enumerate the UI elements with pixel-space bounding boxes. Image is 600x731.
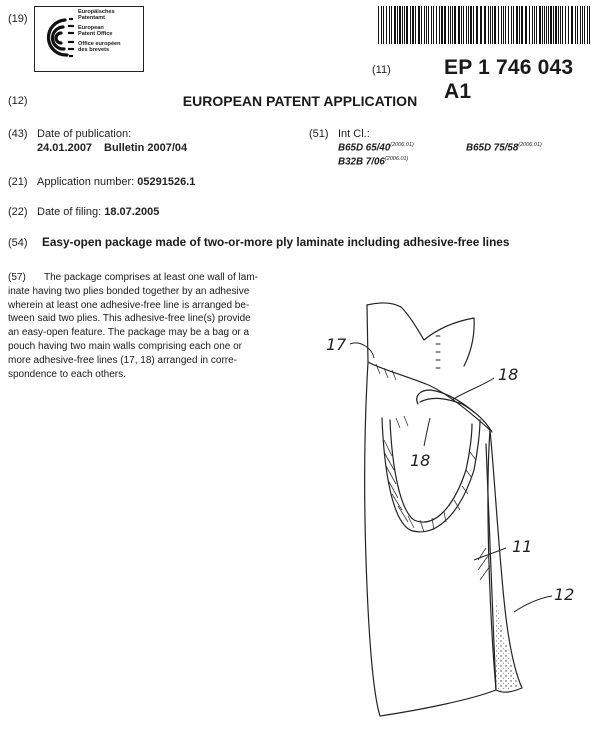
front-wall-outline <box>365 362 496 716</box>
barcode-bar <box>412 6 414 44</box>
barcode-bar <box>421 6 422 44</box>
barcode-bar <box>454 6 456 44</box>
barcode-bar <box>548 6 549 44</box>
abstract-line: pouch having two main walls comprising each one or <box>8 340 243 352</box>
barcode-bar <box>529 6 530 44</box>
office-name-de-1: Europäisches <box>78 9 115 15</box>
abstract-line <box>8 271 286 285</box>
office-name-en-1: European <box>78 24 104 31</box>
barcode-bar <box>452 6 453 44</box>
barcode-bar <box>386 6 387 44</box>
ipc-class-2 <box>466 142 542 153</box>
barcode-bar <box>480 6 482 44</box>
barcode-bar <box>415 6 416 44</box>
barcode-bar <box>394 6 396 44</box>
document-type-title: EUROPEAN PATENT APPLICATION <box>182 93 418 109</box>
barcode-bar <box>582 6 583 44</box>
barcode-bar <box>580 6 581 44</box>
ref-label-12: 12 <box>554 585 575 604</box>
ref-label-18-top: 18 <box>498 365 519 384</box>
abstract-line: tween said two plies. This adhesive-free line(s) provide <box>8 313 251 325</box>
barcode-bar <box>521 6 523 44</box>
office-name-fr-2: des brevets <box>78 47 110 54</box>
barcode-bar <box>389 6 390 44</box>
barcode-bar <box>587 6 588 44</box>
office-name-block <box>78 9 142 53</box>
side-gusset <box>490 430 522 692</box>
field-22-code: (22) <box>8 206 28 218</box>
ipc-code: B65D 75/58 <box>466 142 519 154</box>
invention-title: Easy-open package made of two-or-more ply laminate including adhesive-free lines <box>42 235 510 249</box>
abstract-line: an easy-open feature. The package may be a bag or a <box>8 327 250 339</box>
barcode-bar <box>378 6 379 44</box>
barcode-bar <box>431 6 432 44</box>
application-number-row <box>37 176 195 188</box>
barcode-bar <box>461 6 462 44</box>
field-57-code: (57) <box>8 272 26 283</box>
barcode-bar <box>402 6 403 44</box>
filing-date-row <box>37 206 159 218</box>
barcode-bar <box>516 6 518 44</box>
office-name-de-2: Patentamt <box>78 15 106 22</box>
abstract-line: wherein at least one adhesive-free line is arranged be- <box>8 299 250 311</box>
barcode-bar <box>426 6 427 44</box>
barcode-bar <box>439 6 440 44</box>
barcode-bar <box>546 6 547 44</box>
barcode-bar <box>498 6 499 44</box>
barcode-bar <box>470 6 472 44</box>
barcode-bar <box>468 6 469 44</box>
barcode-bar <box>575 6 576 44</box>
barcode-bar <box>448 6 449 44</box>
filing-date-label: Date of filing: <box>37 206 102 218</box>
barcode-bar <box>406 6 408 44</box>
barcode-bar <box>463 6 464 44</box>
barcode-bar <box>458 6 460 44</box>
abstract <box>8 271 286 381</box>
barcode-bar <box>484 6 486 44</box>
barcode-bar <box>513 6 514 44</box>
barcode-bar <box>571 6 573 44</box>
abstract-line: more adhesive-free lines (17, 18) arranged in corre- <box>8 354 237 366</box>
hatching <box>376 364 490 580</box>
barcode-bar <box>473 6 474 44</box>
ipc-version: (2006.01) <box>390 142 414 148</box>
application-number-value: 05291526.1 <box>137 176 196 188</box>
barcode-bar <box>381 6 382 44</box>
ref-label-17: 17 <box>326 335 347 354</box>
barcode-bar <box>436 6 437 44</box>
abstract-line: spondence to each others. <box>8 368 126 380</box>
barcode-bar <box>488 6 489 44</box>
ref-label-11: 11 <box>512 537 533 556</box>
barcode-bar <box>577 6 578 44</box>
int-cl-label: Int Cl.: <box>338 128 370 140</box>
barcode-bar <box>525 6 527 44</box>
barcode-bar <box>424 6 425 44</box>
barcode-bar <box>501 6 502 44</box>
barcode-bar <box>536 6 537 44</box>
barcode-bar <box>466 6 467 44</box>
field-11-code: (11) <box>372 64 391 76</box>
filing-date-value: 18.07.2005 <box>104 206 160 218</box>
barcode-bar <box>490 6 491 44</box>
barcode-bar <box>560 6 561 44</box>
adhesive-free-line-18-inner <box>390 420 472 522</box>
dotted-ply-area <box>496 600 518 691</box>
barcode-bar <box>505 6 506 44</box>
barcode-bar <box>544 6 545 44</box>
barcode-bar <box>508 6 509 44</box>
back-wall-outline <box>367 303 474 366</box>
barcode-bar <box>383 6 384 44</box>
barcode-bar <box>532 6 533 44</box>
office-name-en-2: Patent Office <box>78 31 113 38</box>
barcode-bar <box>404 6 405 44</box>
ipc-class-1 <box>338 142 414 153</box>
barcode-bar <box>476 6 478 44</box>
field-43-code: (43) <box>8 128 28 140</box>
abstract-line: inate having two plies bonded together by an adhesive <box>8 285 250 297</box>
top-fold <box>420 398 492 432</box>
field-51-code: (51) <box>309 128 329 140</box>
barcode-bar <box>539 6 541 44</box>
barcode-bar <box>553 6 554 44</box>
ref-label-18-middle: 18 <box>410 451 431 470</box>
barcode-bar <box>444 6 446 44</box>
abstract-line-text: The package comprises at least one wall of lam- <box>44 272 258 283</box>
publication-number: EP 1 746 043 A1 <box>444 56 574 103</box>
publication-date-label: Date of publication: <box>37 128 132 140</box>
barcode-bar <box>399 6 401 44</box>
barcode-bar <box>428 6 429 44</box>
barcode-bar <box>568 6 569 44</box>
barcode-bar <box>562 6 563 44</box>
barcode-bar <box>397 6 398 44</box>
barcode-bar <box>433 6 434 44</box>
scale-marks <box>436 336 440 368</box>
barcode-bar <box>589 6 590 44</box>
barcode-bar <box>410 6 411 44</box>
barcode-bar <box>555 6 557 44</box>
ipc-class-3 <box>338 156 408 167</box>
barcode-bar <box>534 6 535 44</box>
barcode <box>378 6 592 44</box>
barcode-bar <box>503 6 504 44</box>
application-number-label: Application number: <box>37 176 135 188</box>
barcode-bar <box>391 6 392 44</box>
ipc-version: (2006.01) <box>384 156 409 162</box>
barcode-bar <box>511 6 512 44</box>
barcode-bar <box>492 6 493 44</box>
field-21-code: (21) <box>8 176 28 188</box>
barcode-bar <box>441 6 443 44</box>
field-19-code: (19) <box>8 13 28 25</box>
bulletin-number: Bulletin 2007/04 <box>104 142 188 154</box>
office-name-fr-1: Office européen <box>78 40 121 47</box>
ipc-code: B65D 65/40 <box>338 142 391 154</box>
barcode-bar <box>558 6 559 44</box>
barcode-bar <box>565 6 566 44</box>
barcode-bar <box>450 6 451 44</box>
barcode-bar <box>584 6 585 44</box>
field-12-code: (12) <box>8 95 28 107</box>
publication-date-value: 24.01.2007 <box>37 142 93 154</box>
barcode-bar <box>550 6 552 44</box>
back-wall-left-edge <box>367 305 368 362</box>
ipc-code: B32B 7/06 <box>338 156 385 168</box>
ipc-version: (2006.01) <box>518 142 542 148</box>
barcode-bar <box>418 6 420 44</box>
tear-flap <box>417 390 474 412</box>
field-54-code: (54) <box>8 237 28 249</box>
barcode-bar <box>542 6 543 44</box>
epo-emblem-icon <box>38 11 78 67</box>
barcode-bar <box>494 6 496 44</box>
adhesive-free-line-18 <box>382 418 480 532</box>
reference-leaders <box>350 343 552 612</box>
gusset-inner-line <box>486 444 496 690</box>
barcode-bar <box>519 6 520 44</box>
